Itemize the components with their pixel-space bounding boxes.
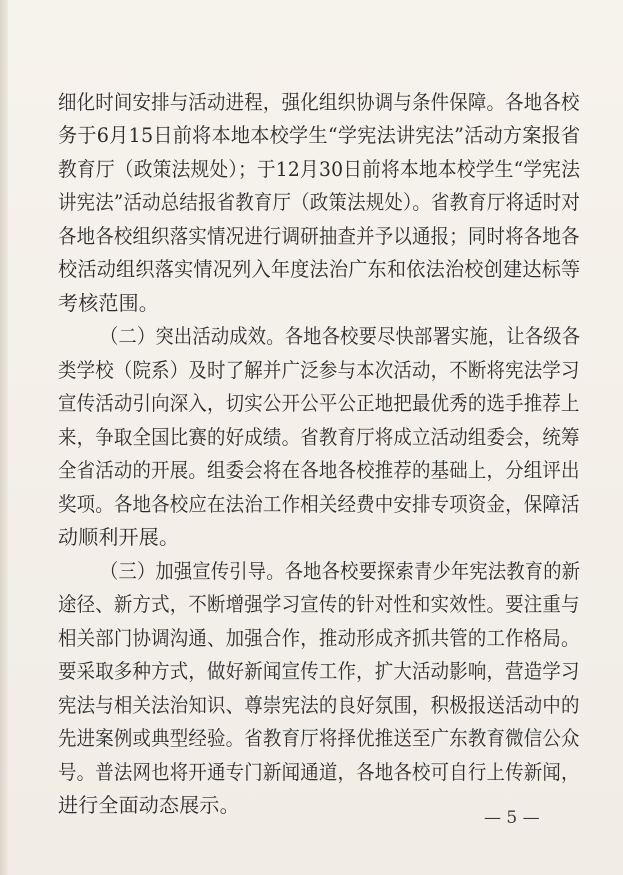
body-line-13: 奖项。各地各校应在法治工作相关经费中安排专项资金，保障活	[58, 492, 580, 516]
body-line-12: 全省活动的开展。组委会将在各地各校推荐的基础上，分组评出	[58, 458, 580, 482]
body-line-4: 讲宪法”活动总结报省教育厅（政策法规处）。省教育厅将适时对	[58, 190, 581, 214]
body-line-20: 先进案例或典型经验。省教育厅将择优推送至广东教育微信公众	[58, 726, 580, 750]
section-2-heading-line: （二）突出活动成效。各地各校要尽快部署实施，让各级各	[100, 324, 581, 348]
body-line-14: 动顺利开展。	[58, 525, 180, 549]
section-3-heading-line: （三）加强宣传引导。各地各校要探索青少年宪法教育的新	[100, 559, 581, 583]
body-line-5: 各地各校组织落实情况进行调研抽查并予以通报；同时将各地各	[58, 224, 580, 248]
body-line-16: 途径、新方式，不断增强学习宣传的针对性和实效性。要注重与	[58, 592, 580, 616]
page-fold-shadow	[0, 0, 8, 875]
page-number: — 5 —	[484, 808, 540, 828]
body-line-1: 细化时间安排与活动进程，强化组织协调与条件保障。各地各校	[58, 90, 580, 114]
body-line-17: 相关部门协调沟通、加强合作，推动形成齐抓共管的工作格局。	[58, 626, 580, 650]
body-line-22: 进行全面动态展示。	[58, 793, 240, 817]
body-line-3: 教育厅（政策法规处）；于12月30日前将本地本校学生“学宪法	[58, 157, 581, 181]
body-line-10: 宣传活动引向深入，切实公开公平公正地把最优秀的选手推荐上	[58, 391, 580, 415]
body-line-7: 考核范围。	[58, 291, 159, 315]
body-line-9: 类学校（院系）及时了解并广泛参与本次活动，不断将宪法学习	[58, 358, 580, 382]
body-line-18: 要采取多种方式，做好新闻宣传工作，扩大活动影响，营造学习	[58, 659, 580, 683]
body-line-19: 宪法与相关法治知识、尊崇宪法的良好氛围，积极报送活动中的	[58, 693, 580, 717]
body-line-2: 务于6月15日前将本地本校学生“学宪法讲宪法”活动方案报省	[58, 123, 581, 147]
body-line-6: 校活动组织落实情况列入年度法治广东和依法治校创建达标等	[58, 257, 581, 281]
body-line-11: 来，争取全国比赛的好成绩。省教育厅将成立活动组委会，统筹	[58, 425, 580, 449]
body-line-21: 号。普法网也将开通专门新闻通道，各地各校可自行上传新闻，	[58, 760, 580, 784]
